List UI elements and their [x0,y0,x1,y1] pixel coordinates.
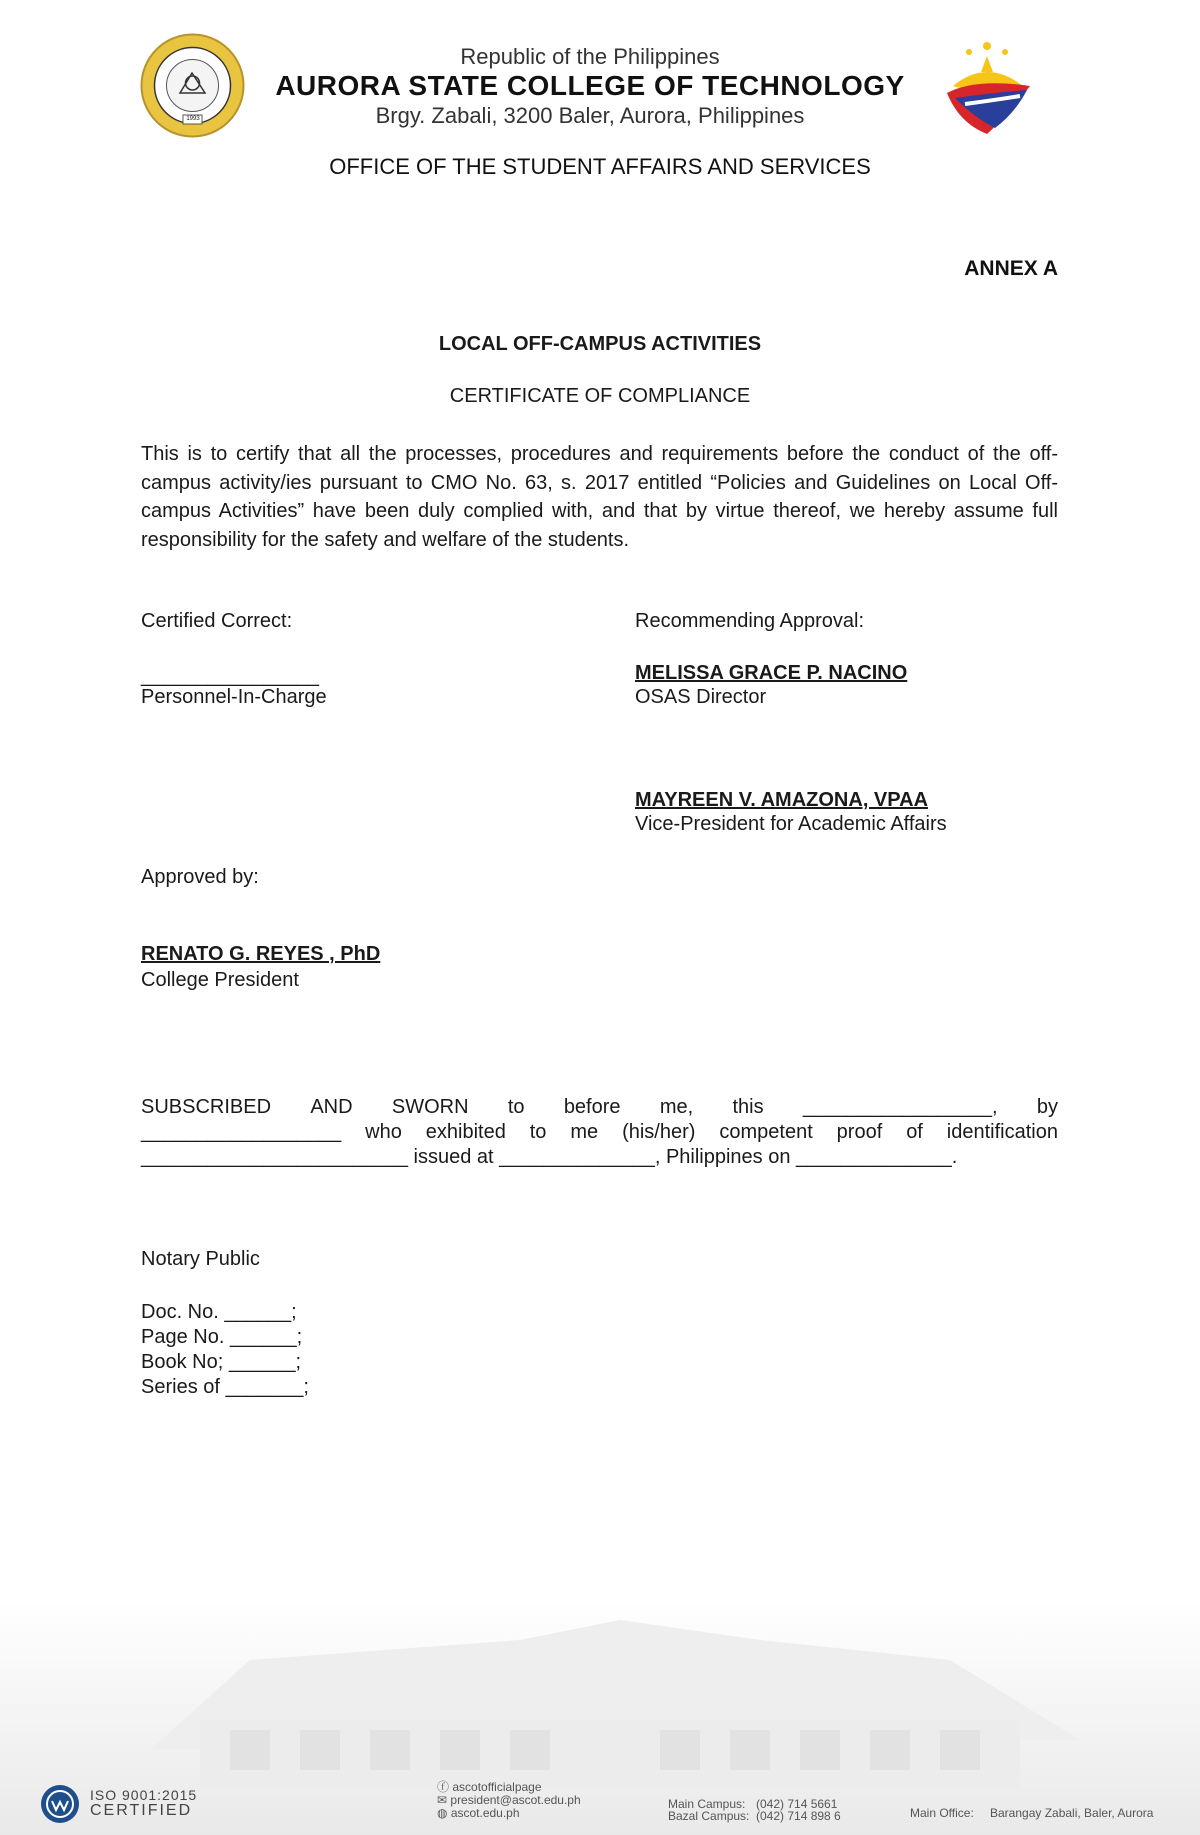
facebook-page: ascotofficialpage [452,1780,542,1794]
certified-correct-label: Certified Correct: [141,610,293,632]
main-campus-label: Main Campus: [668,1797,746,1811]
approved-by-label: Approved by: [141,866,259,888]
office-title: OFFICE OF THE STUDENT AFFAIRS AND SERVICES [329,154,871,179]
sworn-word: before [563,1096,621,1118]
doc-no: Doc. No. ______; [141,1301,297,1323]
sworn-word: me, [659,1096,694,1118]
main-campus-phone: (042) 714 5661 [756,1797,838,1811]
sworn-word: identification [946,1121,1058,1143]
sworn-word: who [365,1121,402,1143]
osas-director-name: MELISSA GRACE P. NACINO [635,662,908,684]
sworn-word: me [570,1121,599,1143]
sworn-line-3: ________________________ issued at ______________, Philippines on ______________. [141,1146,958,1168]
vpaa-role: Vice-President for Academic Affairs [635,813,947,835]
website-row [437,1807,581,1820]
notary-public-label: Notary Public [141,1248,260,1270]
bagong-pilipinas-logo [935,38,1040,138]
website: ascot.edu.ph [450,1806,520,1820]
email-address: president@ascot.edu.ph [450,1793,581,1807]
certification-paragraph: This is to certify that all the processes, procedures and requirements before the conduct of the off-campus activity/ies pursuant to CMO No. 63, s. 2017 entitled “Policies and Guidelines on Local Off-campus Activities” have been duly complied with, and that by virtue thereof, we hereby assume full responsibility for the safety and welfare of the students. [141,443,1058,551]
sworn-word: proof [836,1121,883,1143]
sworn-word: _________________, [802,1096,998,1118]
seal-year: 1993 [186,116,200,122]
sworn-word: SWORN [391,1096,469,1118]
main-office-address: Barangay Zabali, Baler, Aurora [990,1806,1154,1820]
osas-director-role: OSAS Director [635,686,767,708]
book-no: Book No; ______; [141,1351,302,1373]
sworn-line-1 [141,1095,1058,1120]
bazal-campus-label: Bazal Campus: [668,1809,750,1823]
sworn-word: (his/her) [622,1121,696,1143]
college-address: Brgy. Zabali, 3200 Baler, Aurora, Philippines [375,103,805,128]
republic-line: Republic of the Philippines [460,44,720,69]
sworn-statement [141,1095,1058,1170]
sworn-word: to [507,1096,525,1118]
sworn-word: __________________ [141,1121,342,1143]
sworn-word: of [906,1121,923,1143]
signature-blank: ________________ [141,665,319,687]
personnel-role: Personnel-In-Charge [141,686,327,708]
bazal-campus-row [668,1810,841,1822]
contact-phones [668,1798,841,1822]
iso-text [90,1787,197,1819]
series: Series of _______; [141,1376,309,1398]
document-subtitle: CERTIFICATE OF COMPLIANCE [449,385,751,407]
facebook-icon: ⓕ [437,1780,453,1794]
sworn-line-2 [141,1120,1058,1145]
college-seal [140,33,245,138]
contact-online [437,1781,581,1820]
recommending-approval-label: Recommending Approval: [635,610,865,632]
annex-label: ANNEX A [964,257,1058,280]
iso-standard: ISO 9001:2015 [90,1787,198,1803]
main-office [910,1806,1153,1820]
sworn-word: to [529,1121,547,1143]
email-icon: ✉ [437,1793,451,1807]
sworn-word: AND [310,1096,353,1118]
iso-badge-icon [40,1784,80,1824]
letterhead [270,45,910,129]
sworn-word: this [732,1096,764,1118]
college-name: AURORA STATE COLLEGE OF TECHNOLOGY [275,70,905,101]
sworn-word: SUBSCRIBED [141,1096,272,1118]
document-title: LOCAL OFF-CAMPUS ACTIVITIES [438,333,762,355]
page-no: Page No. ______; [141,1326,303,1348]
sworn-word: competent [719,1121,813,1143]
sworn-word: by [1036,1096,1058,1118]
president-name: RENATO G. REYES , PhD [141,943,381,965]
iso-certified: CERTIFIED [90,1802,193,1819]
bazal-campus-phone: (042) 714 898 6 [756,1809,841,1823]
notary-details [141,1300,309,1400]
vpaa-name: MAYREEN V. AMAZONA, VPAA [635,789,929,811]
sworn-word: exhibited [425,1121,506,1143]
globe-icon: ◍ [437,1806,451,1820]
president-role: College President [141,969,299,991]
main-office-label: Main Office: [910,1806,974,1820]
